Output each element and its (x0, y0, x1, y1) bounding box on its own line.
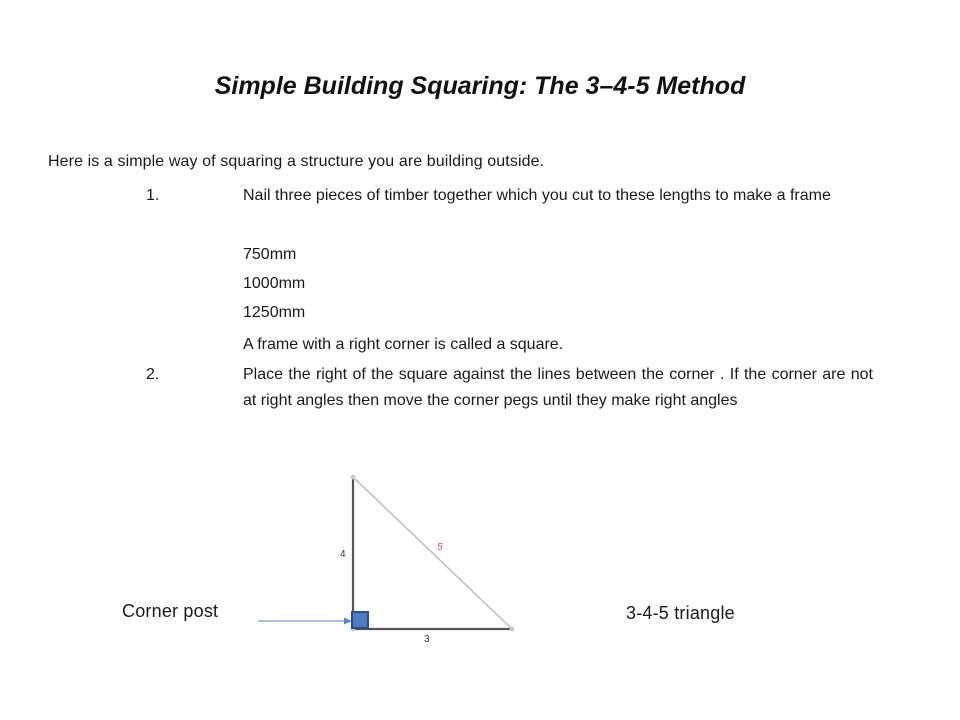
corner-post (352, 612, 368, 628)
right-vertex (510, 627, 515, 632)
intro-text: Here is a simple way of squaring a structure you are building outside. (48, 153, 545, 170)
step-1-text: Nail three pieces of timber together which you cut to these lengths to make a frame (243, 187, 831, 204)
square-note: A frame with a right corner is called a square. (243, 336, 564, 353)
caption-corner-post: Corner post (122, 601, 219, 621)
side-label-3: 3 (424, 634, 430, 645)
side-label-4: 4 (340, 549, 346, 560)
caption-triangle: 3-4-5 triangle (626, 603, 735, 623)
hypotenuse-side (353, 477, 512, 629)
step-2-text: Place the right of the square against the lines between the corner . If the corner are not at right angles then move the corner pegs until they make right angles (243, 366, 873, 409)
top-vertex (351, 475, 356, 480)
page-title: Simple Building Squaring: The 3–4-5 Method (214, 72, 746, 100)
step-1-number: 1. (146, 187, 160, 204)
length-1000: 1000mm (243, 275, 306, 292)
length-750: 750mm (243, 246, 297, 263)
step-2-number: 2. (146, 366, 160, 383)
arrowhead-icon (344, 618, 352, 625)
length-1250: 1250mm (243, 304, 306, 321)
side-label-5: 5 (437, 542, 443, 553)
